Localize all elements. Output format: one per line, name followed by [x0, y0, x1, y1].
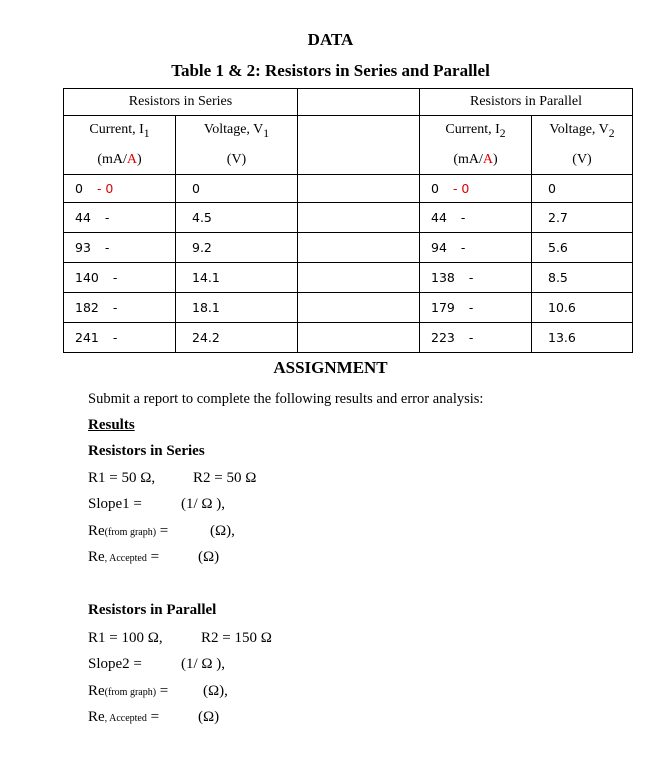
series-re-graph: Re(from graph) =: [88, 523, 169, 539]
series-re-accepted: Re, Accepted =: [88, 549, 160, 565]
parallel-heading: Resistors in Parallel: [88, 602, 217, 618]
blank-cell: [298, 116, 420, 175]
series-slope-label: Slope1 =: [88, 496, 142, 512]
parallel-slope-unit: (1/ Ω ),: [181, 656, 226, 672]
parallel-header: Resistors in Parallel: [420, 89, 633, 116]
assignment-heading: ASSIGNMENT: [273, 358, 388, 377]
series-re-graph-unit: (Ω),: [210, 523, 235, 539]
table-row: 0 - 0 0 0 - 0 0: [64, 175, 633, 203]
parallel-voltage-header: Voltage, $V_2$ (V): [532, 116, 633, 175]
series-slope-unit: (1/ Ω ),: [181, 496, 226, 512]
series-header: Resistors in Series: [64, 89, 298, 116]
results-heading: Results: [88, 417, 135, 433]
data-heading: DATA: [307, 30, 354, 49]
parallel-re-graph-unit: (Ω),: [203, 683, 228, 699]
assignment-intro: Submit a report to complete the following results and error analysis:: [88, 391, 484, 407]
table-row: 44 - 4.5 44 - 2.7: [64, 203, 633, 233]
parallel-re-accepted: Re, Accepted =: [88, 709, 160, 725]
data-table: [63, 88, 633, 353]
series-heading: Resistors in Series: [88, 443, 205, 459]
parallel-re-graph: Re(from graph) =: [88, 683, 169, 699]
parallel-current-header: Current, $I_2$ (mA/A): [420, 116, 532, 175]
blank-cell: [298, 89, 420, 116]
series-re-accepted-unit: (Ω): [198, 549, 220, 565]
table-title: Table 1 & 2: Resistors in Series and Parallel: [171, 61, 490, 80]
table-row: 182 - 18.1 179 - 10.6: [64, 293, 633, 323]
series-current-header: Current, $I_1$ (mA/A): [64, 116, 176, 175]
parallel-r2: R2 = 150 Ω: [201, 630, 272, 646]
parallel-re-accepted-unit: (Ω): [198, 709, 220, 725]
table-row: 241 - 24.2 223 - 13.6: [64, 323, 633, 353]
parallel-r1: R1 = 100 Ω,: [88, 630, 163, 646]
series-r2: R2 = 50 Ω: [193, 470, 257, 486]
series-r1: R1 = 50 Ω,: [88, 470, 156, 486]
table-row: 93 - 9.2 94 - 5.6: [64, 233, 633, 263]
parallel-slope-label: Slope2 =: [88, 656, 142, 672]
table-row: 140 - 14.1 138 - 8.5: [64, 263, 633, 293]
series-voltage-header: Voltage, $V_1$ (V): [176, 116, 298, 175]
